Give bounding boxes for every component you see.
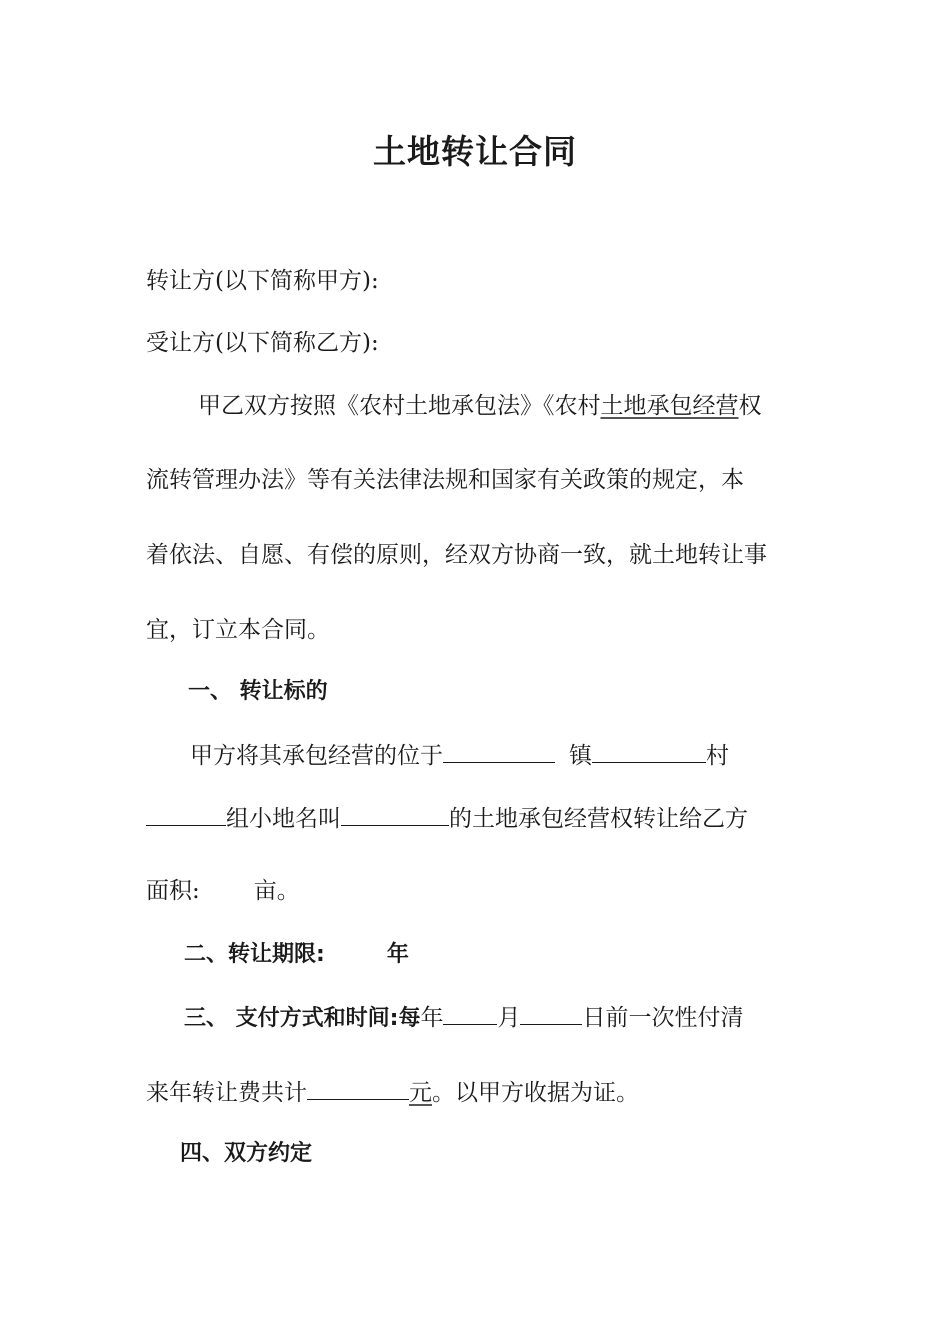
town-label: 镇 [569, 743, 592, 769]
area-unit: 亩。 [253, 878, 300, 904]
place-name-blank [341, 803, 449, 826]
group-blank [146, 803, 226, 826]
section-4-heading: 四、双方约定 [180, 1141, 313, 1166]
section-3-line-1 [184, 1002, 743, 1034]
section-2-line [184, 940, 409, 970]
intro-line-4: 宜，订立本合同。 [146, 617, 330, 643]
intro-text-1a: 甲乙双方按照《农村土地承包法》《农村 [198, 393, 601, 419]
transferor-line: 转让方(以下简称甲方): [146, 268, 379, 294]
yuan-label: 元 [409, 1080, 432, 1106]
section-1-line-2 [146, 803, 748, 834]
section-2-heading: 二、转让期限: [184, 942, 325, 967]
section-3-line-2 [146, 1077, 639, 1108]
intro-line-3: 着依法、自愿、有偿的原则，经双方协商一致，就土地转让事 [146, 542, 767, 568]
village-label: 村 [706, 743, 729, 769]
day-blank [520, 1002, 582, 1025]
year-label: 年 [420, 1005, 444, 1031]
location-text: 甲方将其承包经营的位于 [190, 743, 443, 769]
month-label: 月 [497, 1005, 521, 1031]
month-blank [443, 1002, 497, 1025]
section-3-heading: 三、 支付方式和时间: [184, 1006, 399, 1031]
document-title: 土地转让合同 [373, 132, 577, 171]
village-blank [592, 740, 706, 763]
fee-blank [307, 1077, 409, 1100]
transfer-text: 的土地承包经营权转让给乙方 [449, 806, 748, 832]
section-1-heading: 一、 转让标的 [188, 679, 328, 704]
fee-text: 来年转让费共计 [146, 1080, 307, 1106]
area-line [146, 876, 300, 906]
town-blank [443, 740, 555, 763]
intro-line-2: 流转管理办法》等有关法律法规和国家有关政策的规定，本 [146, 467, 744, 493]
area-label: 面积: [146, 878, 200, 904]
section-1-line-1 [190, 740, 729, 771]
intro-line-1 [198, 391, 762, 421]
each-label: 每 [398, 1006, 421, 1031]
land-contract-link[interactable]: 土地承包经营 [600, 393, 739, 419]
group-text: 组小地名叫 [226, 806, 341, 832]
day-text: 日前一次性付清 [582, 1005, 744, 1031]
transferee-line: 受让方(以下简称乙方): [146, 330, 379, 356]
intro-text-1b: 权 [738, 393, 762, 419]
term-unit: 年 [386, 942, 409, 967]
receipt-text: 。以甲方收据为证。 [432, 1080, 639, 1106]
